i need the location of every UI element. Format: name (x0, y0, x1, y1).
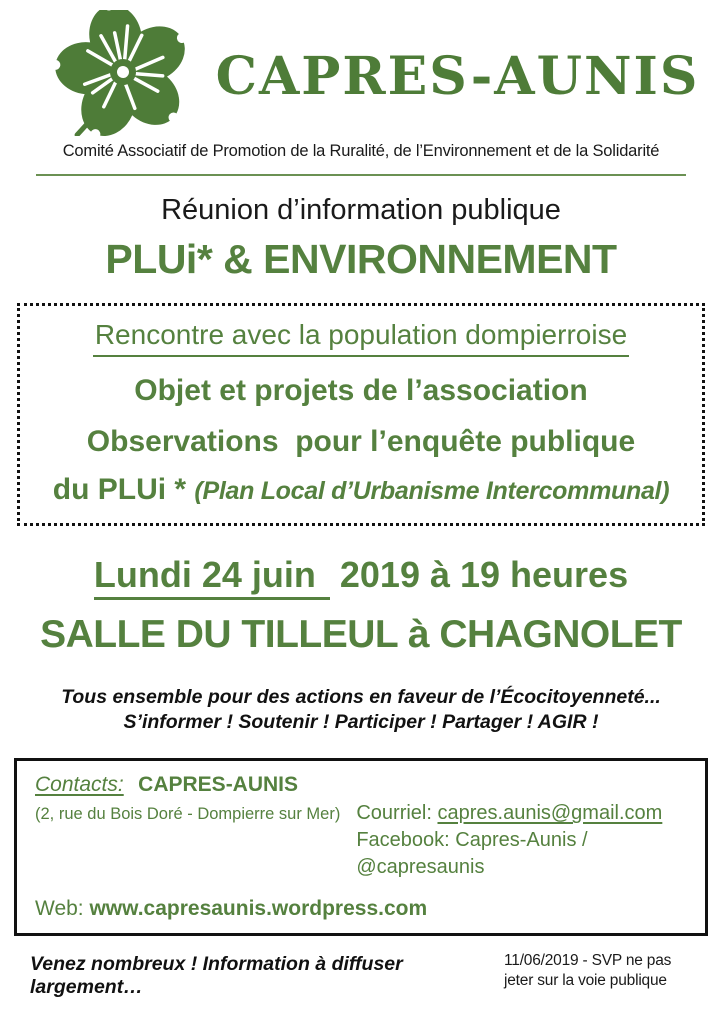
agenda-heading: Rencontre avec la population dompierroise (93, 316, 629, 357)
website-link[interactable]: www.capresaunis.wordpress.com (89, 897, 428, 921)
contacts-label: Contacts: (35, 773, 124, 797)
meeting-topic-heading: PLUi* & ENVIRONNEMENT (105, 236, 617, 282)
contacts-box (14, 758, 708, 936)
slogan-line-1: Tous ensemble pour des actions en faveur de l’Écocitoyenneté... (61, 685, 661, 708)
meeting-agenda-box (17, 303, 705, 526)
contacts-details (35, 800, 687, 881)
web-label: Web: (35, 897, 90, 921)
footer-notice (504, 951, 700, 990)
contacts-association-name: CAPRES-AUNIS (138, 773, 299, 797)
footer-notice-line-1: 11/06/2019 - SVP ne pas (504, 952, 672, 970)
slogan (0, 685, 722, 736)
flower-logo (28, 10, 213, 136)
contacts-web-row (35, 897, 687, 921)
event-date-time: 2019 à 19 heures (329, 554, 629, 596)
event-location: SALLE DU TILLEUL à CHAGNOLET (40, 612, 682, 656)
event-date (0, 552, 722, 600)
page-title: CAPRES-AUNIS (215, 45, 700, 107)
footer-call-to-action: Venez nombreux ! Information à diffuser largement… (30, 953, 403, 999)
agenda-item-3 (24, 473, 698, 508)
email-link[interactable]: capres.aunis@gmail.com (437, 802, 663, 825)
header (28, 10, 702, 136)
contacts-email-row (356, 800, 687, 827)
footer-notice-line-2: jeter sur la voie publique (504, 971, 667, 989)
contacts-heading (35, 771, 687, 798)
facebook-label: Facebook: (356, 829, 456, 852)
facebook-handle: Capres-Aunis / @capresaunis (356, 829, 588, 879)
association-subtitle: Comité Associatif de Promotion de la Ruralité, de l’Environnement et de la Solidarité (62, 142, 660, 160)
event-date-day: Lundi 24 juin (94, 555, 330, 600)
contacts-channels (340, 800, 687, 881)
agenda-item-2: Observations pour l’enquête publique (86, 425, 636, 459)
contacts-facebook-row (356, 827, 687, 881)
header-divider (36, 174, 686, 176)
meeting-type-heading: Réunion d’information publique (161, 194, 561, 226)
slogan-line-2: S’informer ! Soutenir ! Participer ! Partager ! AGIR ! (123, 711, 599, 734)
footer (30, 951, 700, 999)
email-label: Courriel: (356, 802, 438, 825)
agenda-item-1: Objet et projets de l’association (134, 373, 588, 407)
agenda-item-3-title: du PLUi * (52, 472, 195, 506)
agenda-item-3-definition: (Plan Local d’Urbanisme Intercommunal) (194, 476, 670, 505)
contacts-address: (2, rue du Bois Doré - Dompierre sur Mer) (35, 805, 341, 824)
flower-logo-icon (28, 10, 213, 136)
